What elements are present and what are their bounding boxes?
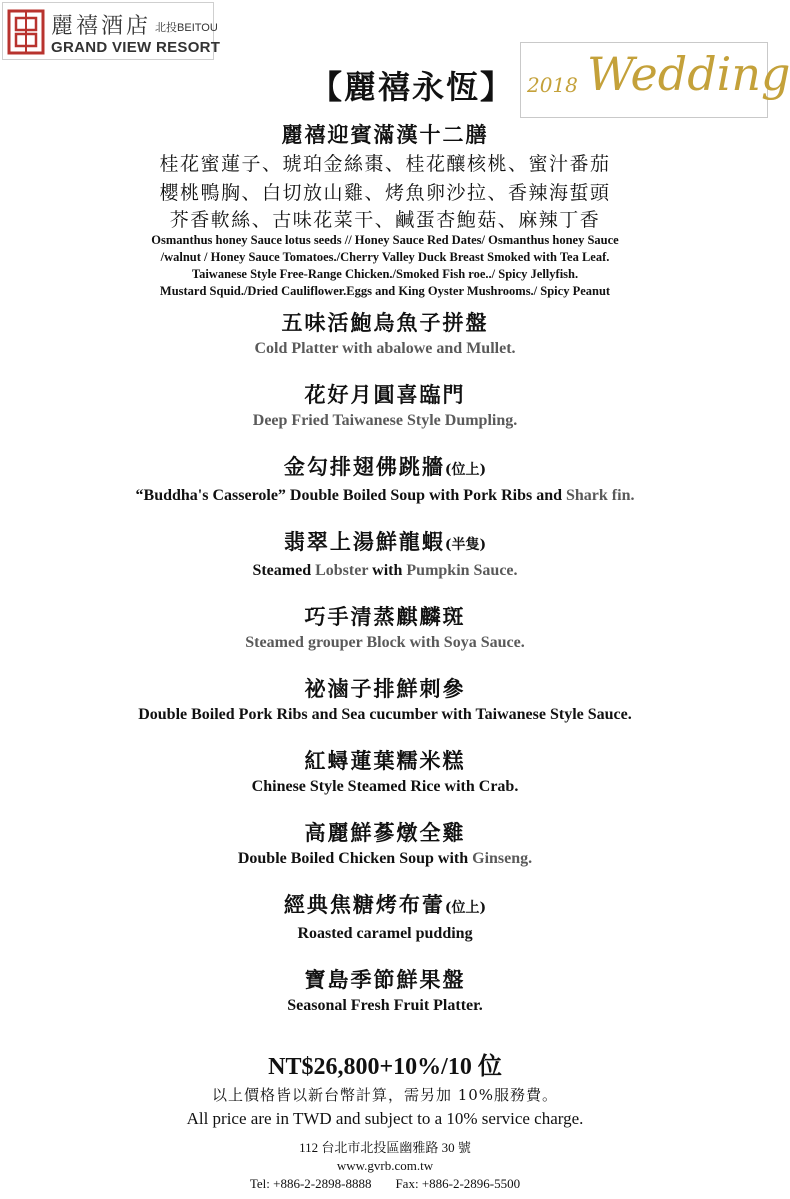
website: www.gvrb.com.tw [336,1158,434,1173]
wedding-badge [520,42,790,118]
dish-english-name: “Buddha's Casserole” Double Boiled Soup with Pork Ribs and Shark fin. [135,487,635,504]
dish-english-name: Cold Platter with abalowe and Mullet. [254,340,516,357]
menu-item [0,527,770,582]
menu-item [0,308,770,360]
phone-number: Tel: +886-2-2898-8888 [249,1176,372,1191]
logo-english-name: GRAND VIEW RESORT [51,39,221,56]
dish-english-name: Double Boiled Chicken Soup with Ginseng. [237,850,533,867]
dish-english-name: Chinese Style Steamed Rice with Crab. [251,778,519,795]
dish-english-name: Double Boiled Pork Ribs and Sea cucumber with Taiwanese Style Sauce. [138,706,632,723]
dish-serving-note: (半隻) [444,537,487,553]
dish-chinese-name: 金勾排翅佛跳牆(位上) [283,454,487,479]
dish-english-name: Roasted caramel pudding [297,925,473,942]
starter-english-line: /walnut / Honey Sauce Tomatoes./Cherry Valley Duck Breast Smoked with Tea Leaf. [160,250,610,264]
menu-list [0,120,770,1193]
dish-chinese-name: 經典焦糖烤布蕾(位上) [283,892,487,917]
dish-english-name: Deep Fried Taiwanese Style Dumpling. [252,412,518,429]
starter-chinese-name: 麗禧迎賓滿漢十二膳 [281,122,489,147]
starter-chinese-line: 櫻桃鴨胸、白切放山雞、烤魚卵沙拉、香辣海蜇頭 [159,182,611,204]
address: 112 台北市北投區幽雅路 30 號 [299,1140,471,1155]
logo-location: 北投BEITOU [155,22,218,34]
logo-chinese-name: 麗禧酒店 北投BEITOU [51,14,218,39]
menu-item [0,602,770,654]
menu-price: NT$26,800+10%/10 位 [268,1054,502,1080]
fax-number: Fax: +886-2-2896-5500 [395,1176,521,1191]
dish-chinese-name: 翡翠上湯鮮龍蝦(半隻) [283,529,487,554]
menu-item [0,674,770,726]
menu-item [0,818,770,870]
badge-year: 2018 [527,73,578,97]
dish-english-name: Seasonal Fresh Fruit Platter. [287,997,483,1014]
dish-english-name: Steamed grouper Block with Soya Sauce. [245,634,525,651]
dish-english-name: Steamed Lobster with Pumpkin Sauce. [252,562,518,579]
menu-item [0,890,770,945]
dish-chinese-name: 紅蟳蓮葉糯米糕 [304,748,466,773]
menu-item [0,746,770,798]
resort-logo [2,2,221,60]
service-charge-note-english: All price are in TWD and subject to a 10% service charge. [186,1109,584,1128]
menu-item [0,965,770,1017]
dish-chinese-name: 祕滷子排鮮刺參 [304,676,466,701]
starter-english-line: Osmanthus honey Sauce lotus seeds // Honey Sauce Red Dates/ Osmanthus honey Sauce [151,233,619,247]
dish-chinese-name: 高麗鮮蔘燉全雞 [304,820,466,845]
dish-serving-note: (位上) [444,462,487,478]
dish-chinese-name: 花好月圓喜臨門 [304,382,466,407]
contact-line [0,1175,770,1193]
menu-item [0,380,770,432]
dish-chinese-name: 五味活鮑烏魚子拼盤 [281,310,489,335]
badge-word: Wedding [587,47,790,101]
menu-item [0,452,770,507]
dish-chinese-name: 寶島季節鮮果盤 [304,967,466,992]
dish-chinese-name: 巧手清蒸麒麟斑 [304,604,466,629]
starter-english-line: Mustard Squid./Dried Cauliflower.Eggs and King Oyster Mushrooms./ Spicy Peanut [159,284,611,298]
starter-english-line: Taiwanese Style Free-Range Chicken./Smoked Fish roe../ Spicy Jellyfish. [191,267,579,281]
starter-chinese-line: 芥香軟絲、古味花菜干、鹹蛋杏鮑菇、麻辣丁香 [169,209,601,231]
menu-title: 【麗禧永恆】 [310,68,515,106]
menu-item-starter [0,120,770,300]
logo-emblem-icon [7,9,45,55]
service-charge-note-chinese: 以上價格皆以新台幣計算，需另加 10%服務費。 [211,1086,559,1104]
dish-serving-note: (位上) [444,900,487,916]
starter-chinese-line: 桂花蜜蓮子、琥珀金絲棗、桂花釀核桃、蜜汁番茄 [159,153,611,175]
